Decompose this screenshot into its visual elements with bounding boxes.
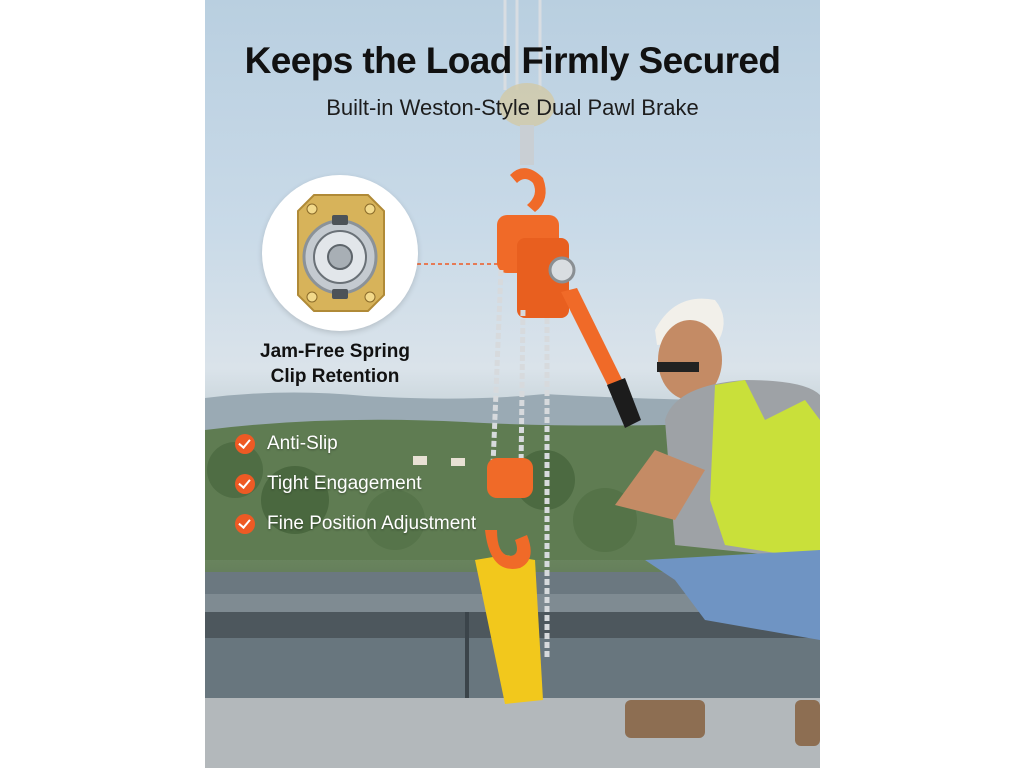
feature-label: Anti-Slip bbox=[267, 433, 338, 454]
feature-label: Fine Position Adjustment bbox=[267, 513, 477, 534]
feature-list bbox=[235, 424, 476, 544]
brake-detail-caption bbox=[235, 339, 435, 389]
feature-tight-engagement bbox=[235, 464, 476, 504]
subheadline: Built-in Weston-Style Dual Pawl Brake bbox=[326, 95, 699, 120]
check-icon bbox=[235, 514, 255, 534]
headline: Keeps the Load Firmly Secured bbox=[244, 40, 781, 81]
brake-mechanism-icon bbox=[262, 175, 418, 331]
feature-anti-slip bbox=[235, 424, 476, 464]
feature-label: Tight Engagement bbox=[267, 473, 422, 494]
feature-fine-position-adjustment bbox=[235, 504, 476, 544]
check-icon bbox=[235, 474, 255, 494]
caption-line-1: Jam-Free Spring bbox=[260, 341, 410, 362]
check-icon bbox=[235, 434, 255, 454]
caption-line-2: Clip Retention bbox=[270, 366, 400, 387]
brake-detail-callout bbox=[262, 175, 418, 331]
product-banner bbox=[205, 0, 820, 768]
